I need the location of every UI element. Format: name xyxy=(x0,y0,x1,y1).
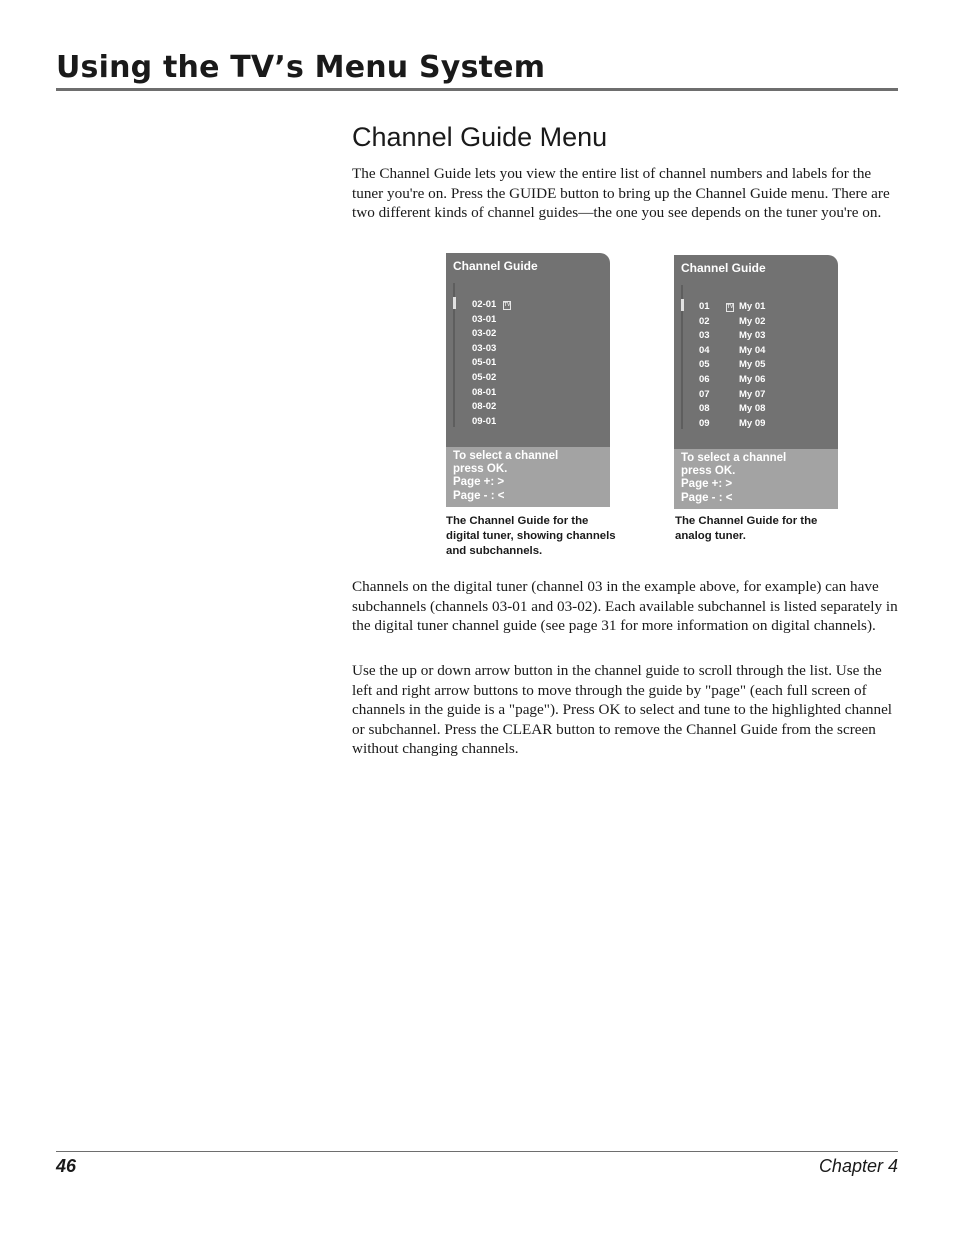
digital-guide-caption: The Channel Guide for the digital tuner, showing channels and subchannels. xyxy=(446,515,616,557)
analog-guide-caption: The Channel Guide for the analog tuner. xyxy=(675,515,818,542)
channel-row xyxy=(674,300,838,315)
channel-list xyxy=(446,298,610,429)
channel-row xyxy=(674,329,838,344)
header-rule xyxy=(56,88,898,91)
instruction-line: Page +: > xyxy=(453,476,505,489)
channel-label: My 09 xyxy=(739,417,766,429)
channel-number: 07 xyxy=(699,388,710,400)
intro-paragraph: The Channel Guide lets you view the entire list of channel numbers and labels for the tuner you're on. Press the GUIDE button to bring up the Channel Guide menu. There are two different kinds of channel guides—the one you see depends on the tuner you're on. xyxy=(352,165,890,222)
instruction-line: To select a channel xyxy=(453,450,559,462)
channel-number: 03-03 xyxy=(472,342,497,354)
tv-icon: TV xyxy=(504,302,511,308)
channel-row xyxy=(446,415,610,430)
channel-label: My 06 xyxy=(739,373,766,385)
channel-number: 09-01 xyxy=(472,415,497,427)
channel-number: 03-01 xyxy=(472,313,497,325)
channel-number: 02-01 xyxy=(472,299,497,310)
channel-row xyxy=(446,298,610,313)
navigation-paragraph: Use the up or down arrow button in the channel guide to scroll through the list. Use the left and right arrow buttons to move through the guide by "page" (each full screen of channels in the guide is a "page"). Press OK to select and tune to the highlighted channel or subchannel. Press the CLEAR button to remove the Channel Guide from the screen without changing channels. xyxy=(352,662,893,758)
channel-number: 03-02 xyxy=(472,328,497,340)
channel-list xyxy=(674,300,838,431)
instruction-line: press OK. xyxy=(681,465,736,478)
channel-number: 05-01 xyxy=(472,357,497,369)
channel-label: My 04 xyxy=(739,344,766,356)
guide-title: Channel Guide xyxy=(453,259,538,273)
channel-row xyxy=(674,402,838,417)
channel-number: 04 xyxy=(699,344,710,356)
channel-row xyxy=(446,400,610,415)
instruction-line: press OK. xyxy=(453,463,508,476)
channel-row xyxy=(446,327,610,342)
channel-row xyxy=(674,417,838,432)
guide-title: Channel Guide xyxy=(681,261,766,275)
channel-row xyxy=(446,342,610,357)
header-title: Using the TV’s Menu System xyxy=(56,50,546,85)
section-title: Channel Guide Menu xyxy=(352,122,608,152)
instruction-line: Page - : < xyxy=(453,489,505,502)
subchannel-paragraph: Channels on the digital tuner (channel 03 in the example above, for example) can have subchannels (channels 03-01 and 03-02). Each available subchannel is listed separately in the digital tuner channel guide (see page 31 for more information on digital channels). xyxy=(352,578,898,635)
channel-number: 06 xyxy=(699,373,710,385)
channel-row xyxy=(674,315,838,330)
channel-row xyxy=(674,358,838,373)
channel-row xyxy=(446,313,610,328)
channel-label: My 01 xyxy=(739,301,766,312)
channel-number: 01 xyxy=(699,301,710,312)
channel-row xyxy=(446,356,610,371)
channel-number: 05 xyxy=(699,359,710,371)
channel-label: My 08 xyxy=(739,403,766,415)
channel-number: 05-02 xyxy=(472,371,497,383)
channel-number: 08 xyxy=(699,403,710,415)
channel-row xyxy=(446,371,610,386)
chapter-label: Chapter 4 xyxy=(818,1156,898,1176)
guide-instructions xyxy=(446,447,610,507)
channel-row xyxy=(446,386,610,401)
guide-instructions xyxy=(674,449,838,509)
channel-row xyxy=(674,373,838,388)
channel-label: My 07 xyxy=(739,388,766,400)
channel-number: 08-01 xyxy=(472,386,497,398)
instruction-line: Page - : < xyxy=(681,491,733,504)
tv-icon: TV xyxy=(727,304,734,310)
channel-row xyxy=(674,344,838,359)
channel-number: 09 xyxy=(699,417,710,429)
instruction-line: Page +: > xyxy=(681,478,733,491)
channel-label: My 02 xyxy=(739,315,766,327)
page-number: 46 xyxy=(56,1156,77,1176)
channel-number: 03 xyxy=(699,330,710,342)
footer-rule xyxy=(56,1151,898,1152)
analog-channel-guide-screen xyxy=(674,255,838,509)
channel-label: My 03 xyxy=(739,330,766,342)
channel-number: 02 xyxy=(699,315,710,327)
digital-channel-guide-screen xyxy=(446,253,610,507)
channel-number: 08-02 xyxy=(472,401,497,413)
instruction-line: To select a channel xyxy=(681,452,787,464)
channel-row xyxy=(674,388,838,403)
channel-label: My 05 xyxy=(739,359,766,371)
